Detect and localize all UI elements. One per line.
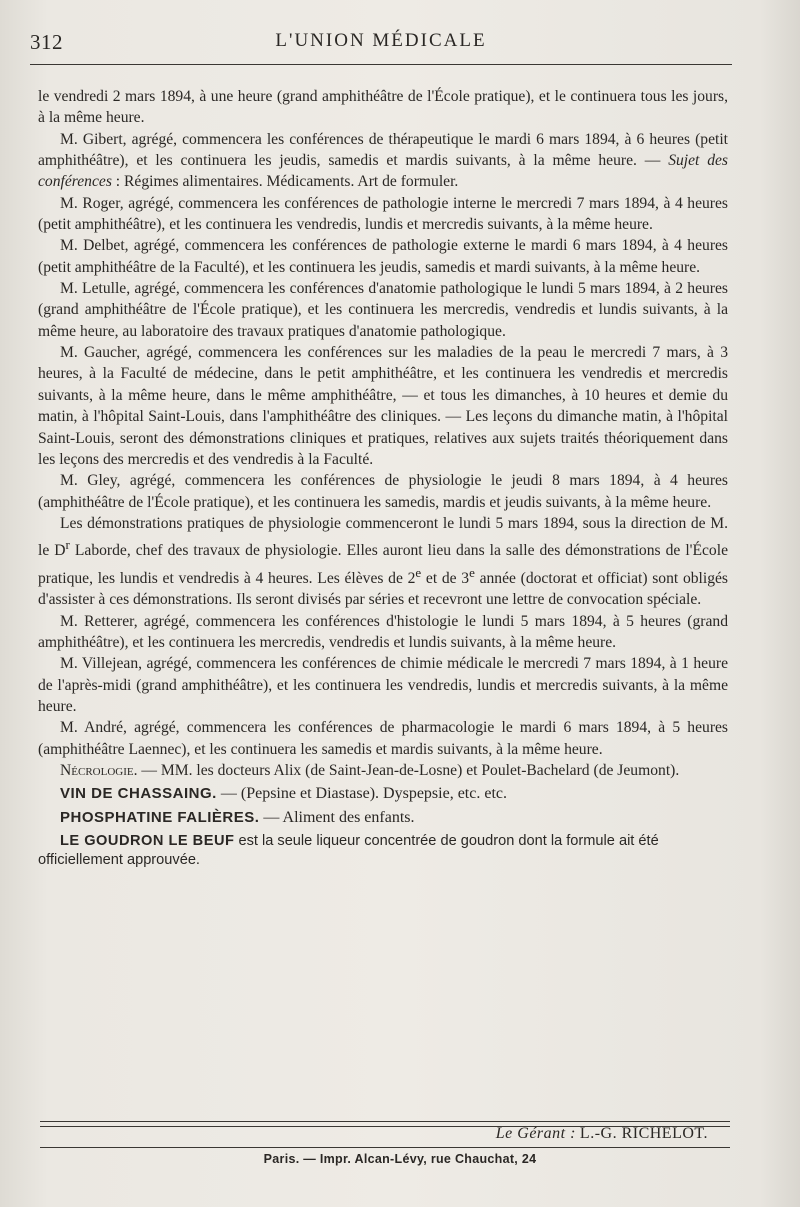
gerant-signature: Le Gérant : L.-G. RICHELOT. <box>495 1125 708 1142</box>
page-header <box>30 30 732 65</box>
advertisement-vin-chassaing: VIN DE CHASSAING. — (Pepsine et Diastase). Dyspepsie, etc. etc. <box>60 785 507 803</box>
footer-rule <box>40 1147 730 1148</box>
paragraph-gley: M. Gley, agrégé, commencera les conférences de physiologie le jeudi 8 mars 1894, à 4 heures (amphithéâtre de l'École pratique), et les continuera les samedis, mardis et jeudis suivants, à la même heure. <box>38 472 728 511</box>
paragraph-andre: M. André, agrégé, commencera les conférences de pharmacologie le mardi 6 mars 1894, à 5 heures (amphithéâtre Laennec), et les continuera les samedis et mardis suivants, à la même heure. <box>38 719 728 758</box>
paragraph-continuation: le vendredi 2 mars 1894, à une heure (grand amphithéâtre de l'École pratique), et le continuera tous les jours, à la même heure. <box>38 88 728 127</box>
necrologie-heading: Nécrologie. <box>60 762 138 780</box>
paragraph-necrologie: Nécrologie. — MM. les docteurs Alix (de Saint-Jean-de-Losne) et Poulet-Bachelard (de Jeumont). <box>60 762 680 780</box>
paragraph-villejean: M. Villejean, agrégé, commencera les conférences de chimie médicale le mercredi 7 mars 1894, à 1 heure de l'après-midi (grand amphithéâtre), et les continuera les vendredis, lundis et mercredis suivants, à la même heure. <box>38 655 728 715</box>
paragraph-gaucher: M. Gaucher, agrégé, commencera les conférences sur les maladies de la peau le mercredi 7 mars, à 3 heures, à la Faculté de médecine, dans le petit amphithéâtre, et les continuera les vendredis et mercredis suivants, à la même heure, dans le même amphithéâtre, — et tous les dimanches, à 10 heures et demie du matin, à l'hôpital Saint-Louis, dans l'amphithéâtre des cliniques. — Les leçons du dimanche matin, à l'hôpital Saint-Louis, seront des démonstrations cliniques et pratiques, relatives aux sujets traités théoriquement dans les leçons des mercredis et des vendredis à la Faculté. <box>38 344 728 468</box>
page-number: 312 <box>30 30 63 54</box>
paragraph-demonstrations: Les démonstrations pratiques de physiologie commenceront le lundi 5 mars 1894, sous la direction de M. le $D^r$ Laborde, chef des travaux de physiologie. Elles auront lieu dans la salle des démonstrations de l'École pratique, les lundis et vendredis à 4 heures. Les élèves de 2e et de 3e année (doctorat et officiat) sont obligés d'assister à ces démonstrations. Ils seront divisés par séries et recevront une lettre de convocation spéciale. <box>38 514 728 609</box>
paragraph-letulle: M. Letulle, agrégé, commencera les conférences d'anatomie pathologique le lundi 5 mars 1894, à 2 heures (grand amphithéâtre de l'École pratique), et les continuera les mercredis, vendredis et lundis suivants, à la même heure, au laboratoire des travaux pratiques d'anatomie pathologique. <box>38 280 728 340</box>
advertisement-goudron: LE GOUDRON LE BEUF est la seule liqueur concentrée de goudron dont la formule ait été officiellement approuvée. <box>38 833 659 869</box>
printer-imprint: Paris. — Impr. Alcan-Lévy, rue Chauchat, 24 <box>263 1152 537 1166</box>
paragraph-retterer: M. Retterer, agrégé, commencera les conférences d'histologie le lundi 5 mars 1894, à 5 heures (grand amphithéâtre), et les continuera les mercredis, vendredis et lundis suivants, à la même heure. <box>38 612 728 651</box>
italic-phrase: Sujet des conférences <box>38 152 728 191</box>
journal-title: L'UNION MÉDICALE <box>275 30 487 51</box>
paragraph-roger: M. Roger, agrégé, commencera les conférences de pathologie interne le mercredi 7 mars 1894, à 4 heures (petit amphithéâtre), et les continuera les vendredis, lundis et mercredis suivants, à la même heure. <box>38 194 728 234</box>
paragraph-gibert: M. Gibert, agrégé, commencera les conférences de thérapeutique le mardi 6 mars 1894, à 6 heures (petit amphithéâtre), et les continuera les jeudis, samedis et mardis suivants, à la même heure. — Sujet des conférences : Régimes alimentaires. Médicaments. Art de formuler. <box>38 130 728 191</box>
paragraph-delbet: M. Delbet, agrégé, commencera les conférences de pathologie externe le mardi 6 mars 1894, à 4 heures (petit amphithéâtre de la Faculté), et les continuera les jeudis, samedis et mardi suivants, à la même heure. <box>38 237 728 276</box>
article-body <box>38 86 728 870</box>
advertisement-phosphatine: PHOSPHATINE FALIÈRES. — Aliment des enfants. <box>60 809 415 827</box>
